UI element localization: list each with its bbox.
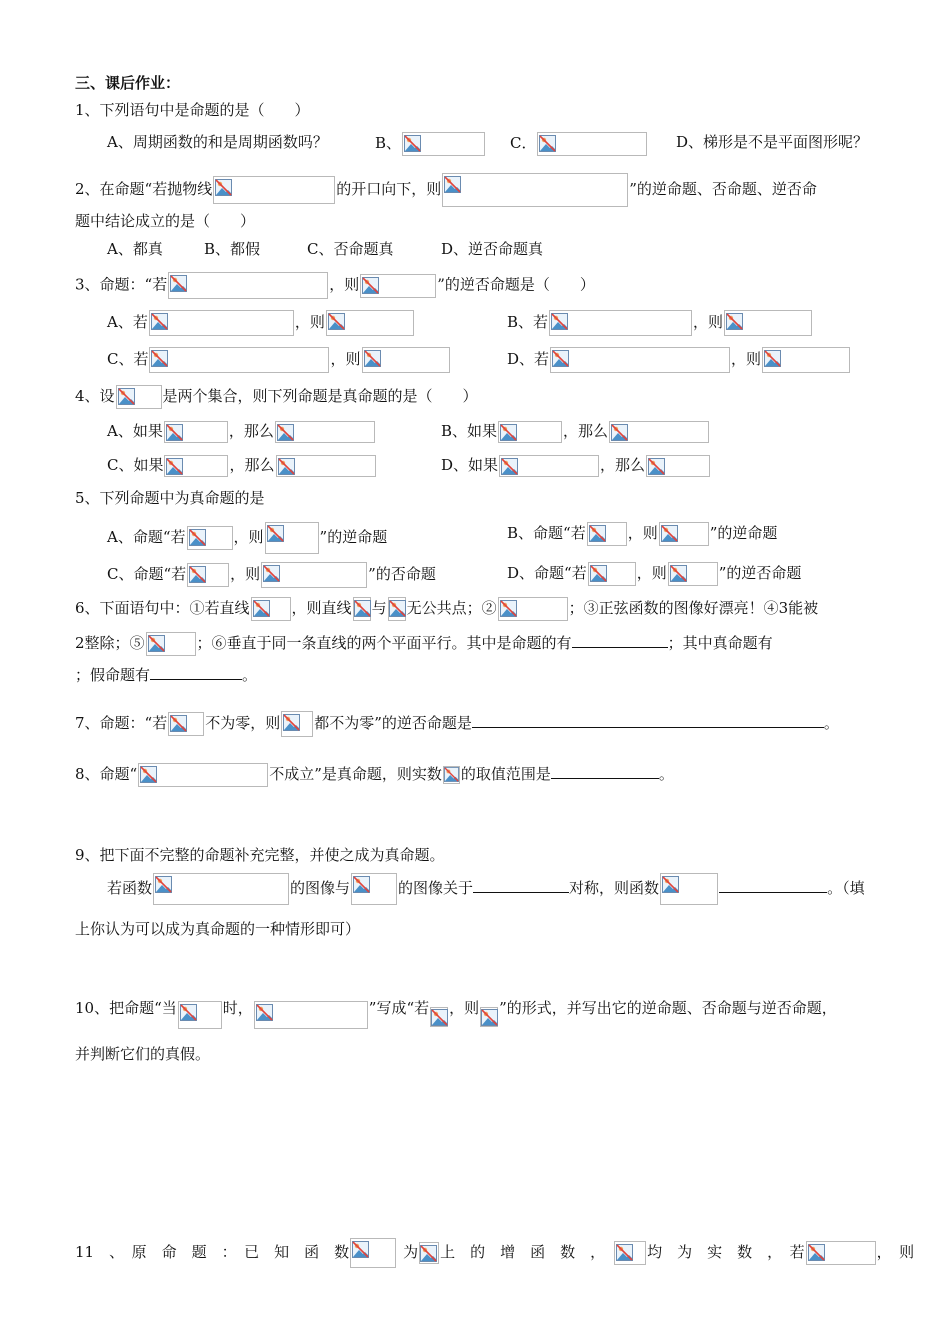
broken-image-icon	[170, 715, 187, 732]
broken-image-icon	[256, 1004, 273, 1021]
q8	[75, 763, 674, 787]
formula-image	[660, 873, 718, 905]
q5-a-text: A、命题“若	[107, 528, 186, 546]
formula-image	[168, 712, 204, 736]
q6-text: 2整除；⑤	[75, 634, 145, 652]
q7-text: 。	[823, 714, 839, 732]
q5-b-text: B、命题“若	[507, 524, 586, 542]
formula-image	[261, 562, 367, 588]
q3-stem	[75, 272, 595, 299]
q5-d-text: D、命题“若	[507, 564, 587, 582]
q4-option-b	[441, 421, 710, 443]
q3-option-a	[107, 310, 415, 336]
q11-text: ， 则	[876, 1243, 915, 1261]
q3-option-c	[107, 347, 451, 373]
formula-image	[265, 522, 319, 554]
q9-text: 的图像与	[290, 879, 351, 897]
q3-d-text: ，则	[731, 350, 762, 368]
formula-image	[499, 455, 599, 477]
q8-text: 不成立”是真命题，则实数	[269, 765, 442, 783]
q3-a-text: A、若	[107, 313, 148, 331]
broken-image-icon	[444, 176, 461, 193]
q1-stem: 1、下列语句中是命题的是（ ）	[75, 101, 310, 119]
q8-text: 8、命题“	[75, 765, 138, 783]
broken-image-icon	[151, 350, 168, 367]
broken-image-icon	[180, 1004, 197, 1021]
answer-blank[interactable]	[719, 878, 827, 893]
q4-d-text: D、如果	[441, 456, 499, 474]
formula-image	[281, 711, 313, 737]
q4-d-text: ，那么	[600, 456, 646, 474]
q1-option-c-label: C．	[510, 134, 537, 152]
broken-image-icon	[253, 600, 270, 617]
formula-image	[646, 455, 710, 477]
broken-image-icon	[404, 135, 421, 152]
q11	[75, 1238, 914, 1268]
q7-text: 7、命题：“若	[75, 714, 168, 732]
q6-text: ；其中真命题有	[667, 634, 773, 652]
formula-image	[326, 310, 414, 336]
broken-image-icon	[589, 525, 606, 542]
broken-image-icon	[808, 1244, 825, 1261]
broken-image-icon	[140, 766, 157, 783]
formula-image	[537, 132, 647, 156]
formula-image	[149, 310, 294, 336]
formula-image	[587, 522, 627, 546]
broken-image-icon	[170, 275, 187, 292]
formula-image	[251, 597, 291, 621]
answer-blank[interactable]	[572, 633, 668, 648]
answer-blank[interactable]	[150, 665, 242, 680]
q5-option-a	[107, 522, 387, 554]
broken-image-icon	[263, 565, 280, 582]
formula-image	[254, 1001, 368, 1029]
broken-image-icon	[501, 458, 518, 475]
formula-image	[187, 563, 229, 587]
formula-image	[168, 272, 328, 299]
formula-image	[443, 766, 460, 784]
q6-text: ；假命题有	[75, 666, 151, 684]
formula-image	[149, 347, 329, 373]
formula-image	[275, 421, 375, 443]
q4-option-d	[441, 455, 711, 477]
q11-text: 11 、 原 命 题 ： 已 知 函 数	[75, 1243, 350, 1261]
broken-image-icon	[662, 876, 679, 893]
q10-text: 10、把命题“当	[75, 999, 177, 1017]
broken-image-icon	[148, 635, 165, 652]
broken-image-icon	[670, 565, 687, 582]
q5-a-text: ”的逆命题	[319, 528, 388, 546]
q4-a-text: ，那么	[228, 422, 274, 440]
q4-c-text: C、如果	[107, 456, 164, 474]
q9-text: 。（填	[827, 879, 865, 897]
broken-image-icon	[362, 277, 379, 294]
q3-b-text: B、若	[507, 313, 549, 331]
q3-c-text: ，则	[330, 350, 361, 368]
broken-image-icon	[215, 179, 232, 196]
formula-image	[549, 310, 692, 336]
q9-text: 对称，则函数	[569, 879, 660, 897]
broken-image-icon	[764, 350, 781, 367]
broken-image-icon	[481, 1009, 498, 1026]
broken-image-icon	[189, 566, 206, 583]
q1-option-b	[375, 132, 486, 156]
q5-c-text: C、命题“若	[107, 565, 187, 583]
q5-d-text: ，则	[636, 564, 667, 582]
q7	[75, 711, 839, 737]
broken-image-icon	[155, 876, 172, 893]
formula-image	[668, 562, 718, 586]
q5-option-b	[507, 522, 777, 546]
q3-a-text: ，则	[294, 313, 325, 331]
q5-c-text: ，则	[230, 565, 261, 583]
q3-c-text: C、若	[107, 350, 149, 368]
q10-text: ”写成“若	[368, 999, 430, 1017]
q10-text: ”的形式，并写出它的逆命题、否命题与逆否命题，	[499, 999, 837, 1017]
answer-blank[interactable]	[473, 878, 569, 893]
formula-image	[178, 1001, 222, 1029]
broken-image-icon	[353, 876, 370, 893]
formula-image	[138, 763, 268, 787]
formula-image	[153, 873, 289, 905]
formula-image	[762, 347, 850, 373]
q11-text: 为	[403, 1243, 419, 1261]
formula-image	[402, 132, 485, 156]
q6-text: 6、下面语句中：①若直线	[75, 599, 250, 617]
formula-image	[362, 347, 450, 373]
broken-image-icon	[277, 424, 294, 441]
q5-c-text: ”的否命题	[368, 565, 436, 583]
q3-b-text: ，则	[693, 313, 724, 331]
q1-option-d: D、梯形是不是平面图形呢？	[676, 133, 869, 151]
q9-text: 的图像关于	[398, 879, 474, 897]
broken-image-icon	[389, 600, 406, 617]
broken-image-icon	[551, 313, 568, 330]
formula-image	[659, 522, 709, 546]
q6-text: ；⑥垂直于同一条直线的两个平面平行。其中是命题的有	[196, 634, 572, 652]
q5-option-d	[507, 562, 801, 586]
q5-b-text: ，则	[627, 524, 658, 542]
q9-line-1	[107, 873, 865, 905]
formula-image	[588, 562, 636, 586]
section-title: 三、课后作业：	[75, 74, 181, 92]
formula-image	[276, 455, 376, 477]
broken-image-icon	[166, 424, 183, 441]
q5-d-text: ”的逆否命题	[718, 564, 802, 582]
q6-line-1	[75, 597, 818, 621]
formula-image	[164, 455, 228, 477]
formula-image	[806, 1241, 876, 1265]
q2-option-c: C、否命题真	[307, 240, 394, 258]
formula-image	[350, 1238, 396, 1268]
q9-text: 若函数	[107, 879, 153, 897]
q2-option-b: B、都假	[204, 240, 261, 258]
broken-image-icon	[444, 767, 459, 782]
broken-image-icon	[500, 424, 517, 441]
q6-text: ，则直线	[291, 599, 352, 617]
q3-text: ，则	[329, 275, 360, 294]
formula-image	[164, 421, 228, 443]
q2-option-a: A、都真	[107, 240, 163, 258]
formula-image	[609, 421, 709, 443]
q8-text: 的取值范围是	[460, 765, 551, 783]
answer-blank[interactable]	[472, 713, 824, 728]
formula-image	[388, 597, 406, 621]
formula-image	[724, 310, 812, 336]
q3-text: 3、命题：“若	[75, 275, 168, 294]
q3-option-d	[507, 347, 851, 373]
q4-b-text: ，那么	[563, 422, 609, 440]
q6-line-3	[75, 665, 257, 685]
broken-image-icon	[590, 565, 607, 582]
q11-text: 均 为 实 数 ， 若	[647, 1243, 805, 1261]
q2-option-d: D、逆否命题真	[441, 240, 544, 258]
q9-line-2: 上你认为可以成为真命题的一种情形即可）	[75, 920, 361, 938]
broken-image-icon	[352, 1241, 369, 1258]
formula-image	[430, 1007, 448, 1027]
q2-text: ”的逆命题、否命题、逆否命	[629, 180, 817, 198]
q4-text: 是两个集合，则下列命题是真命题的是（ ）	[162, 387, 478, 405]
q6-line-2	[75, 632, 773, 656]
q4-b-text: B、如果	[441, 422, 498, 440]
q6-text: 。	[242, 666, 258, 684]
broken-image-icon	[552, 350, 569, 367]
broken-image-icon	[420, 1245, 437, 1262]
broken-image-icon	[151, 313, 168, 330]
formula-image	[498, 421, 562, 443]
broken-image-icon	[611, 424, 628, 441]
q10-line-1	[75, 995, 837, 1023]
q10-line-2: 并判断它们的真假。	[75, 1045, 211, 1063]
broken-image-icon	[283, 714, 300, 731]
q4-a-text: A、如果	[107, 422, 163, 440]
broken-image-icon	[616, 1244, 633, 1261]
formula-image	[187, 526, 233, 550]
q11-text: 上 的 增 函 数 ，	[440, 1243, 606, 1261]
formula-image	[351, 873, 397, 905]
broken-image-icon	[726, 313, 743, 330]
formula-image	[498, 597, 568, 621]
q8-text: 。	[658, 765, 674, 783]
q2-text: 的开口向下，则	[336, 180, 442, 198]
formula-image	[213, 176, 335, 204]
q4-c-text: ，那么	[229, 456, 275, 474]
q4-stem	[75, 385, 478, 409]
q10-text: 时，	[222, 999, 253, 1017]
formula-image	[419, 1242, 439, 1264]
broken-image-icon	[166, 458, 183, 475]
formula-image	[614, 1241, 646, 1265]
q3-d-text: D、若	[507, 350, 550, 368]
q6-text: ；③正弦函数的图像好漂亮！④3能被	[568, 599, 819, 617]
q7-text: 不为零，则	[205, 714, 281, 732]
q4-option-c	[107, 455, 377, 477]
q10-text: ，则	[449, 999, 480, 1017]
q7-text: 都不为零”的逆否命题是	[314, 714, 472, 732]
broken-image-icon	[364, 350, 381, 367]
formula-image	[116, 385, 162, 409]
q1-option-c	[510, 132, 648, 156]
formula-image	[146, 632, 196, 656]
q9-stem: 9、把下面不完整的命题补充完整，并使之成为真命题。	[75, 846, 445, 864]
formula-image	[360, 274, 436, 298]
q3-text: ”的逆否命题是（ ）	[437, 275, 595, 294]
q6-text: 无公共点；②	[406, 599, 497, 617]
q2-text: 2、在命题“若抛物线	[75, 180, 213, 198]
q2-line-2: 题中结论成立的是（ ）	[75, 212, 256, 230]
q1-option-a: A、周期函数的和是周期函数吗？	[107, 133, 328, 151]
answer-blank[interactable]	[551, 764, 659, 779]
broken-image-icon	[278, 458, 295, 475]
formula-image	[442, 173, 628, 207]
broken-image-icon	[118, 388, 135, 405]
broken-image-icon	[189, 529, 206, 546]
q5-b-text: ”的逆命题	[709, 524, 778, 542]
broken-image-icon	[539, 135, 556, 152]
q6-text: 与	[371, 599, 387, 617]
broken-image-icon	[267, 525, 284, 542]
broken-image-icon	[661, 525, 678, 542]
formula-image	[353, 597, 371, 621]
broken-image-icon	[648, 458, 665, 475]
q1-option-b-label: B、	[375, 134, 402, 152]
q5-a-text: ，则	[233, 528, 264, 546]
q5-option-c	[107, 562, 436, 588]
q2-line-1	[75, 173, 817, 207]
broken-image-icon	[354, 600, 371, 617]
broken-image-icon	[431, 1009, 448, 1026]
q5-stem: 5、下列命题中为真命题的是	[75, 489, 265, 507]
broken-image-icon	[500, 600, 517, 617]
q3-option-b	[507, 310, 813, 336]
q4-option-a	[107, 421, 376, 443]
broken-image-icon	[328, 313, 345, 330]
formula-image	[550, 347, 730, 373]
formula-image	[480, 1007, 498, 1027]
q4-text: 4、设	[75, 387, 115, 405]
